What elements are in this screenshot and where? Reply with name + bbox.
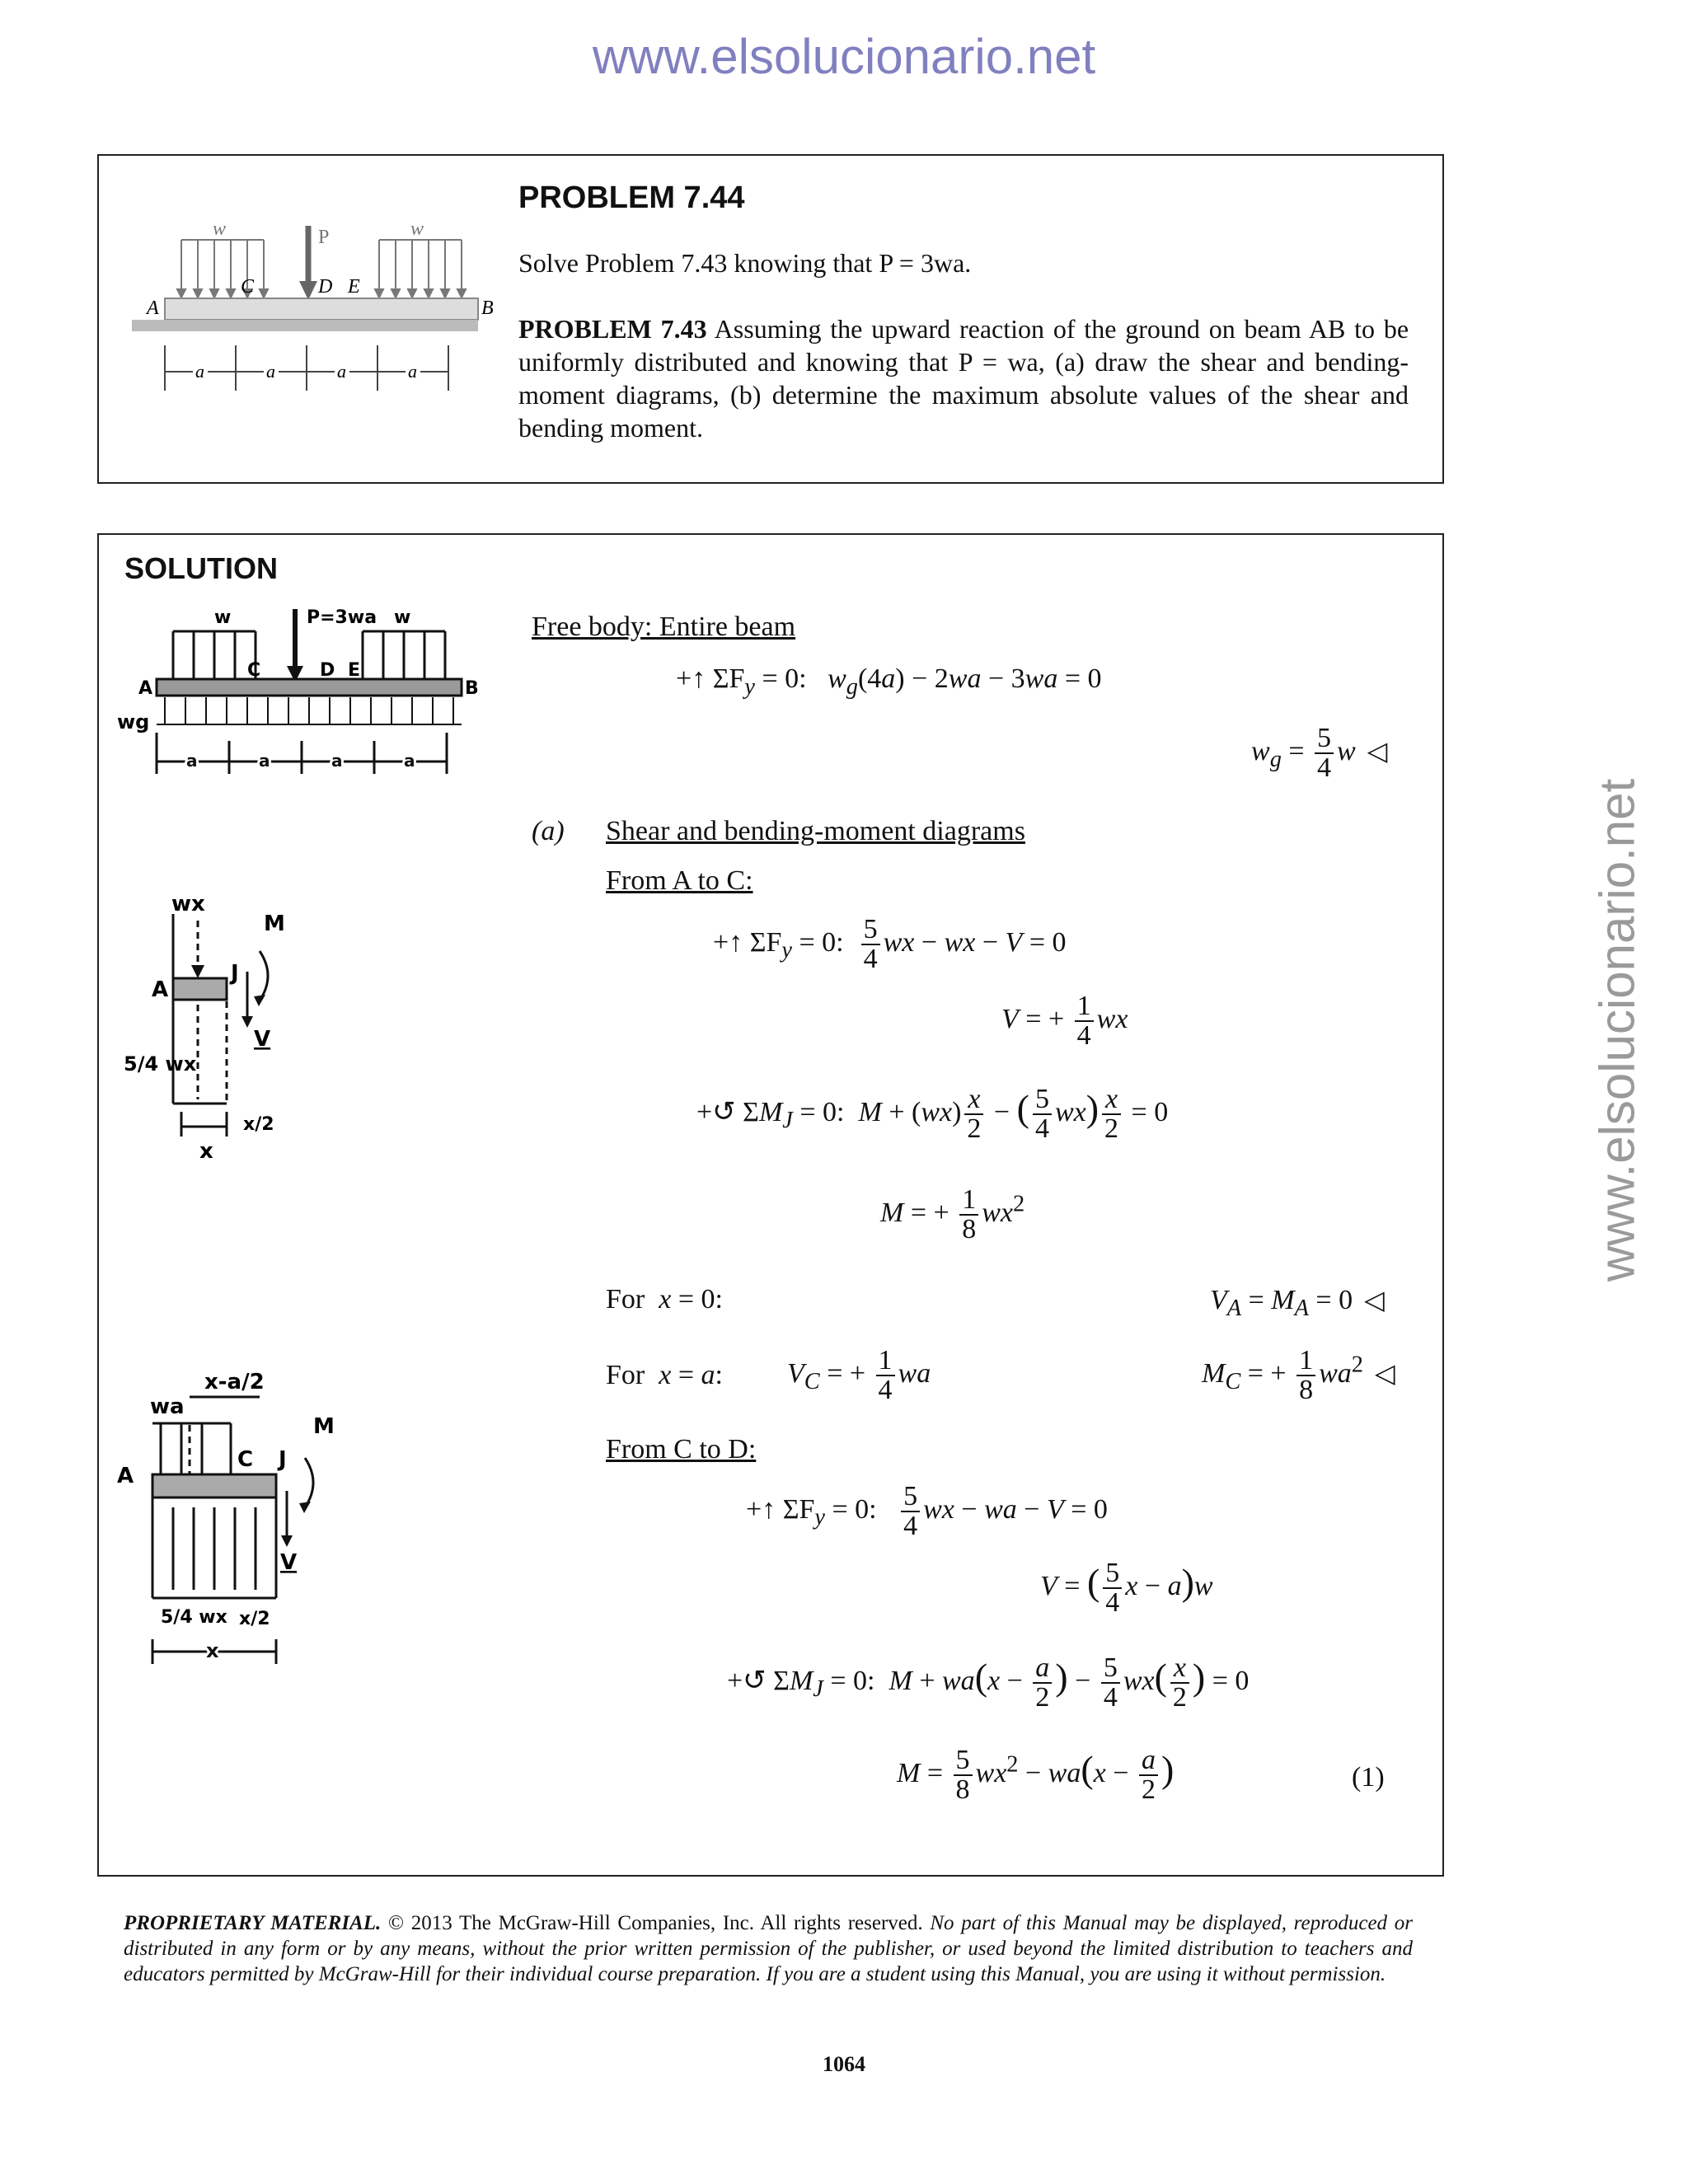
free-body-figure (115, 605, 495, 803)
fig1-w2: w (394, 607, 411, 628)
problem-ref-label: PROBLEM 7.43 (518, 314, 707, 344)
eq-sum-fy-beam: +↑ $\Sigma F_y = 0$: $w_g(4a) - 2wa - 3wa = 0$ (676, 663, 1102, 700)
footer-notice: PROPRIETARY MATERIAL. © 2013 The McGraw-Hill Companies, Inc. All rights reserved. No part of this Manual may be displayed, reproduced or distributed in any form or by any means, without the prior written permission of the publisher, or used beyond the limited distribution to teachers and educators permitted by McGraw-Hill for their individual course preparation. If you are a student using this Manual, you are using it without permission. (124, 1912, 1414, 1985)
dim-a1: a (195, 361, 204, 382)
e-point-label: E (348, 276, 360, 298)
fig1-wg: wg (117, 710, 150, 733)
fig1-a: A (138, 678, 153, 699)
fig2-load: 5/4 wx (124, 1052, 197, 1076)
fig1-b: B (465, 678, 479, 699)
dim-a3: a (337, 361, 346, 382)
eq-mj-cd: +↺ $\Sigma M_J = 0$: M + wa(x − $\frac{a}{2}$ ) − $\frac{5}{4}$ wx( $\frac{x}{2}$ ) = 0 (727, 1652, 1250, 1713)
fig1-dim-a2: a (259, 751, 270, 771)
problem-statement: Solve Problem 7.43 knowing that P = 3wa. (518, 248, 972, 278)
equation-number: (1) (1352, 1762, 1385, 1793)
free-body-heading: Free body: Entire beam (532, 612, 796, 642)
part-a-title: Shear and bending-moment diagrams (606, 816, 1025, 846)
page-number: 1064 (823, 2052, 865, 2076)
fig1-d: D (320, 660, 335, 681)
fig1-c: C (247, 660, 261, 681)
dim-a2: a (266, 361, 275, 382)
fig3-v: V (280, 1550, 298, 1575)
w-right-label: w (410, 222, 424, 240)
eq-m-cd: M = $\frac{5}{8}$ $wx^2 - wa(x$ − $\frac{a}{2}$ ) (897, 1745, 1175, 1805)
eq-wg-result: $w_g$ = $\frac{5}{4}$ w ◁ (1251, 723, 1388, 783)
a-point-label: A (147, 298, 159, 319)
fig3-xa2: x-a/2 (204, 1370, 265, 1394)
fig1-p: P=3wa (307, 607, 377, 628)
eq-m-ac: M = + $\frac{1}{8}$ $wx^2$ (880, 1184, 1025, 1244)
eq-v-ac: V = + $\frac{1}{4}$ wx (1001, 991, 1128, 1051)
fig2-x: x (199, 1139, 213, 1161)
d-point-label: D (318, 276, 333, 298)
from-c-to-d: From C to D: (606, 1434, 757, 1465)
dim-a4: a (408, 361, 417, 382)
result-vc: $V_C$ = + $\frac{1}{4}$ wa (787, 1345, 931, 1405)
fig3-c: C (237, 1447, 254, 1472)
fig1-dim-a1: a (186, 751, 198, 771)
problem-title: PROBLEM 7.44 (518, 180, 745, 215)
fig3-a: A (117, 1464, 134, 1488)
fig2-m: M (264, 912, 285, 936)
problem-box (97, 154, 1444, 484)
fig3-m: M (313, 1414, 335, 1439)
watermark-top: www.elsolucionario.net (592, 29, 1096, 84)
eq-v-cd: V = ( $\frac{5}{4}$ x − a)w (1040, 1558, 1213, 1618)
problem-ref-text: Assuming the upward reaction of the ground on beam AB to be uniformly distributed and knowing that P = wa, (a) draw the shear and bending-moment diagrams, (b) determine the maximum absolute values of the shear and bending moment. (518, 314, 1409, 443)
eq-fy-ac: +↑ $\Sigma F_y = 0$: $\frac{5}{4}$ wx − wx − V = 0 (713, 914, 1067, 974)
fig1-e: E (348, 660, 361, 681)
part-a-label: (a) (532, 816, 565, 846)
watermark-side: www.elsolucionario.net (1589, 778, 1645, 1282)
eq-mj-ac: +↺ $\Sigma M_J = 0$: M + (wx) $\frac{x}{2}$ − ( $\frac{5}{4}$ wx) $\frac{x}{2}$ = 0 (696, 1084, 1169, 1144)
fig2-j: J (231, 961, 239, 986)
fig2-x2: x/2 (243, 1114, 274, 1135)
solution-box (97, 533, 1444, 1877)
for-x-zero: For x = 0: (606, 1284, 723, 1315)
from-a-to-c: From A to C: (606, 865, 753, 896)
section-cd-figure (115, 1367, 346, 1680)
fig1-w: w (214, 607, 232, 628)
fig2-a: A (152, 977, 169, 1002)
problem-figure (132, 222, 495, 395)
w-left-label: w (213, 222, 227, 240)
fig2-v: V (254, 1027, 271, 1052)
for-x-a: For x = a: (606, 1360, 723, 1390)
fig3-load: 5/4 wx (161, 1607, 227, 1628)
eq-fy-cd: +↑ $\Sigma F_y = 0$: $\frac{5}{4}$ wx − wa − V = 0 (746, 1481, 1108, 1541)
fig1-dim-a3: a (331, 751, 343, 771)
result-va-ma: $V_A = M_A = 0$ ◁ (1210, 1285, 1385, 1321)
p-label: P (318, 227, 330, 248)
solution-title: SOLUTION (124, 551, 278, 585)
b-point-label: B (481, 298, 494, 319)
fig1-dim-a4: a (404, 751, 415, 771)
problem-reference (518, 312, 1409, 444)
result-mc: $M_C$ = + $\frac{1}{8}$ $wa^2$ ◁ (1202, 1345, 1395, 1405)
fig3-x: x (206, 1639, 219, 1662)
fig3-x2: x/2 (239, 1609, 270, 1629)
fig3-wa: wa (150, 1394, 185, 1419)
section-ac-figure (115, 889, 330, 1161)
fig2-wx: wx (171, 892, 205, 916)
c-point-label: C (241, 276, 255, 298)
fig3-j: J (279, 1447, 287, 1472)
